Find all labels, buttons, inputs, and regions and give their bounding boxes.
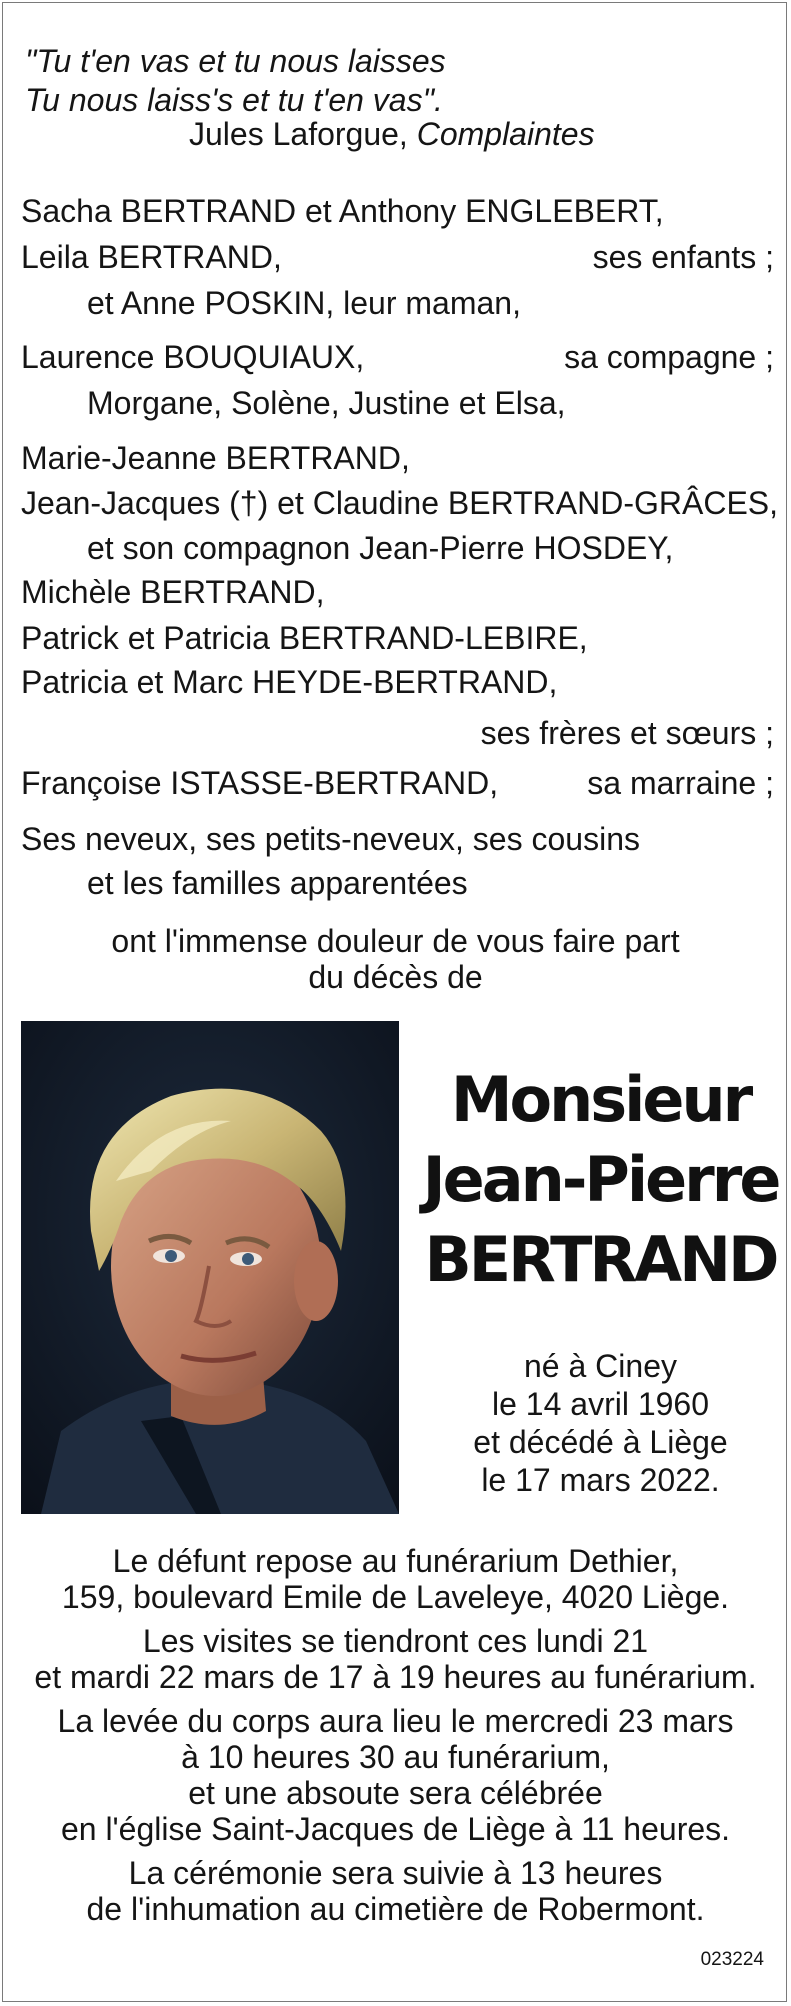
epigraph-author: Jules Laforgue, — [189, 116, 408, 152]
deceased-last-name: BERTRAND — [424, 1223, 777, 1296]
rest-line-1: Le défunt repose au funérarium Dethier, — [112, 1543, 679, 1579]
deceased-title: Monsieur — [450, 1063, 751, 1136]
portrait-photo — [21, 1021, 399, 1514]
children-role: ses enfants ; — [592, 239, 774, 275]
obituary-notice — [2, 2, 787, 2002]
announcement-line-1: ont l'immense douleur de vous faire part — [111, 923, 680, 959]
children-line-2: Leila BERTRAND, — [21, 239, 282, 275]
burial-line-2: de l'inhumation au cimetière de Robermont. — [86, 1891, 705, 1927]
epigraph-line-2: Tu nous laiss's et tu t'en vas". — [25, 82, 443, 118]
relatives-line-1: Ses neveux, ses petits-neveux, ses cousins — [21, 821, 640, 857]
children-mother: et Anne POSKIN, leur maman, — [87, 285, 521, 321]
epigraph-attribution — [189, 116, 595, 153]
epigraph-work: Complaintes — [416, 116, 595, 152]
siblings-role: ses frères et sœurs ; — [480, 715, 774, 751]
reference-number: 023224 — [700, 1949, 764, 1970]
sibling-line-4: Patrick et Patricia BERTRAND-LEBIRE, — [21, 620, 588, 656]
partner-role: sa compagne ; — [564, 339, 774, 375]
portrait-illustration — [21, 1021, 399, 1514]
sibling-line-5: Patricia et Marc HEYDE-BERTRAND, — [21, 664, 558, 700]
godmother-name: Françoise ISTASSE-BERTRAND, — [21, 765, 499, 801]
sibling-line-2b: et son compagnon Jean-Pierre HOSDEY, — [87, 530, 674, 566]
birth-date: le 14 avril 1960 — [491, 1386, 710, 1422]
removal-line-1: La levée du corps aura lieu le mercredi 23 mars — [57, 1703, 734, 1739]
removal-line-3: et une absoute sera célébrée — [188, 1775, 603, 1811]
visits-line-1: Les visites se tiendront ces lundi 21 — [142, 1623, 649, 1659]
relatives-line-2: et les familles apparentées — [87, 865, 468, 901]
rest-line-2: 159, boulevard Emile de Laveleye, 4020 Liège. — [61, 1579, 730, 1615]
epigraph-line-1: "Tu t'en vas et tu nous laisses — [25, 43, 446, 79]
announcement-line-2: du décès de — [308, 959, 483, 995]
birth-place: né à Ciney — [524, 1348, 677, 1384]
partner-children: Morgane, Solène, Justine et Elsa, — [87, 385, 566, 421]
visits-line-2: et mardi 22 mars de 17 à 19 heures au funérarium. — [34, 1659, 757, 1695]
removal-line-4: en l'église Saint-Jacques de Liège à 11 heures. — [60, 1811, 731, 1847]
sibling-line-1: Marie-Jeanne BERTRAND, — [21, 440, 410, 476]
godmother-role: sa marraine ; — [587, 765, 774, 801]
children-line-1: Sacha BERTRAND et Anthony ENGLEBERT, — [21, 193, 664, 229]
death-place: et décédé à Liège — [473, 1424, 728, 1460]
removal-line-2: à 10 heures 30 au funérarium, — [181, 1739, 610, 1775]
death-date: le 17 mars 2022. — [481, 1462, 720, 1498]
deceased-first-name: Jean-Pierre — [422, 1143, 779, 1216]
burial-line-1: La cérémonie sera suivie à 13 heures — [128, 1855, 663, 1891]
partner-name: Laurence BOUQUIAUX, — [21, 339, 365, 375]
sibling-line-2: Jean-Jacques (†) et Claudine BERTRAND-GRÂCES, — [21, 485, 779, 521]
sibling-line-3: Michèle BERTRAND, — [21, 574, 325, 610]
